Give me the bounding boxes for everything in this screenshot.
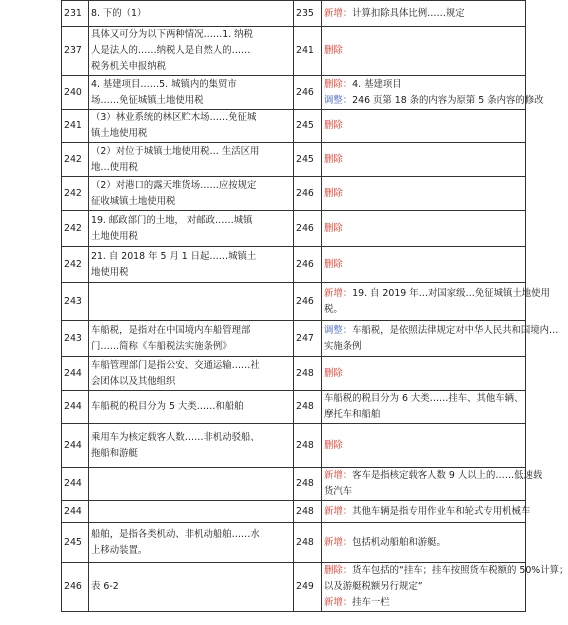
change-tag: 新增： — [324, 505, 353, 517]
change-tag: 删除 — [324, 120, 343, 131]
revised-text-line — [324, 43, 523, 59]
revised-text — [322, 283, 550, 321]
revised-text-line — [324, 118, 523, 134]
revised-text-line: 删除：货车包括的“挂车；挂车按照货车税额的 50%计算； — [324, 565, 568, 576]
revised-text — [322, 76, 544, 110]
errata-table — [61, 0, 568, 612]
old-page-number: 243 — [62, 321, 89, 357]
change-tag: 删除： — [324, 565, 353, 576]
errata-table-body — [62, 1, 568, 612]
original-text — [89, 321, 294, 357]
old-page-number: 242 — [62, 247, 89, 283]
new-page-number: 246 — [294, 247, 322, 283]
revised-text — [322, 357, 526, 391]
original-text-line: 门……简称《车船税法实施条例》 — [91, 340, 232, 352]
change-tag: 删除 — [324, 45, 343, 56]
original-text-line: （2）对位于城镇土地使用税… 生活区用 — [91, 145, 260, 157]
original-text-line: 21. 自 2018 年 5 月 1 日起……城镇土 — [91, 250, 257, 262]
table-row — [62, 424, 526, 468]
table-row — [62, 211, 526, 247]
original-text-line: 征收城镇土地使用税 — [91, 195, 176, 207]
new-page-number: 246 — [294, 76, 322, 110]
original-text — [89, 391, 294, 424]
table-row — [62, 76, 526, 110]
revised-text — [322, 523, 526, 563]
original-text — [89, 424, 294, 468]
old-page-number: 244 — [62, 468, 89, 501]
revised-text — [322, 1, 526, 27]
new-page-number: 246 — [294, 211, 322, 247]
table-row — [62, 321, 526, 357]
table-row — [62, 468, 526, 501]
original-text — [89, 143, 294, 177]
new-page-number: 241 — [294, 27, 322, 76]
change-tag: 删除 — [324, 222, 343, 234]
revised-text — [322, 27, 526, 76]
revised-text-line — [324, 366, 523, 382]
original-text — [89, 1, 294, 27]
original-text-line: 拖船和游艇 — [91, 447, 138, 459]
new-page-number: 246 — [294, 177, 322, 211]
original-text — [89, 523, 294, 563]
original-text — [89, 357, 294, 391]
change-tag: 删除 — [324, 187, 343, 199]
old-page-number: 246 — [62, 563, 89, 612]
original-text — [89, 177, 294, 211]
original-text — [89, 563, 294, 612]
original-text — [89, 501, 294, 523]
revised-text-line — [324, 152, 523, 168]
original-text — [89, 468, 294, 501]
original-text-line: 人是法人的……纳税人是自然人的…… — [91, 45, 251, 56]
revised-text-line: 摩托车和船舶 — [324, 409, 381, 420]
change-tag: 删除： — [324, 78, 353, 90]
original-text — [89, 76, 294, 110]
new-page-number: 248 — [294, 391, 322, 424]
new-page-number: 248 — [294, 523, 322, 563]
table-row — [62, 563, 526, 612]
old-page-number: 244 — [62, 501, 89, 523]
revised-text-line: 新增：挂车一栏 — [324, 597, 390, 608]
old-page-number: 231 — [62, 1, 89, 27]
old-page-number: 240 — [62, 76, 89, 110]
old-page-number: 242 — [62, 143, 89, 177]
revised-text-line — [324, 221, 523, 237]
old-page-number: 237 — [62, 27, 89, 76]
table-row — [62, 501, 526, 523]
change-tag: 删除 — [324, 153, 343, 165]
original-text-line: （3）林业系统的林区贮木场……免征城 — [91, 112, 257, 123]
revised-text — [322, 247, 526, 283]
new-page-number: 245 — [294, 110, 322, 143]
revised-text-line: 调整：246 页第 18 条的内容为原第 5 条内容的修改 — [324, 94, 544, 106]
old-page-number: 244 — [62, 424, 89, 468]
revised-text-line: 货汽车 — [324, 486, 353, 497]
new-page-number: 247 — [294, 321, 322, 357]
original-text — [89, 247, 294, 283]
revised-text-line: 新增：计算扣除具体比例……规定 — [324, 7, 465, 19]
original-text-line: 具体又可分为以下两种情况……1. 纳税 — [91, 29, 253, 40]
table-row — [62, 110, 526, 143]
change-tag: 删除 — [324, 367, 343, 379]
original-text — [89, 110, 294, 143]
original-text-line: 镇土地使用税 — [91, 128, 148, 139]
old-page-number: 243 — [62, 283, 89, 321]
revised-text-line: 删除：4. 基建项目 — [324, 78, 402, 90]
original-text-line: 表 6-2 — [91, 581, 119, 592]
revised-text-line: 新增：客车是指核定载客人数 9 人以上的……低速载 — [324, 470, 543, 481]
old-page-number: 241 — [62, 110, 89, 143]
original-text-line: 上移动装置。 — [91, 544, 148, 556]
old-page-number: 242 — [62, 177, 89, 211]
revised-text-line: 新增：包括机动船舶和游艇。 — [324, 536, 446, 548]
original-text-line: 车船管理部门是指公安、交通运输……社 — [91, 359, 260, 371]
original-text — [89, 27, 294, 76]
original-text — [89, 283, 294, 321]
change-tag: 新增： — [324, 470, 353, 481]
change-tag: 调整： — [324, 94, 353, 106]
original-text-line: 船舶，是指各类机动、非机动船舶……水 — [91, 528, 260, 540]
new-page-number: 248 — [294, 501, 322, 523]
revised-text-line: 新增：其他车辆是指专用作业车和轮式专用机械车 — [324, 505, 531, 517]
table-row — [62, 247, 526, 283]
original-text-line: 地使用税 — [91, 266, 129, 278]
table-row — [62, 523, 526, 563]
revised-text-line: 以及游艇税额另行规定” — [324, 581, 423, 592]
old-page-number: 242 — [62, 211, 89, 247]
revised-text-line — [324, 186, 523, 202]
change-tag: 调整： — [324, 324, 353, 336]
new-page-number: 248 — [294, 357, 322, 391]
old-page-number: 244 — [62, 391, 89, 424]
revised-text — [322, 177, 526, 211]
table-row — [62, 27, 526, 76]
change-tag: 删除 — [324, 258, 343, 270]
change-tag: 新增： — [324, 7, 353, 19]
revised-text — [322, 501, 531, 523]
revised-text — [322, 110, 526, 143]
revised-text — [322, 424, 526, 468]
revised-text — [322, 391, 526, 424]
original-text-line: 地…使用税 — [91, 161, 138, 173]
change-tag: 新增： — [324, 597, 353, 608]
revised-text-line: 调整：车船税，是依照法律规定对中华人民共和国境内… — [324, 324, 559, 336]
new-page-number: 235 — [294, 1, 322, 27]
new-page-number: 245 — [294, 143, 322, 177]
table-row — [62, 391, 526, 424]
original-text-line: 8. 下的（1） — [91, 7, 147, 19]
revised-text-line — [324, 257, 523, 273]
original-text-line: 会团体以及其他组织 — [91, 375, 176, 387]
revised-text-line: 实施条例 — [324, 340, 362, 352]
change-tag: 新增： — [324, 287, 353, 299]
revised-text — [322, 143, 526, 177]
revised-text-line — [324, 438, 523, 454]
revised-text — [322, 321, 559, 357]
old-page-number: 245 — [62, 523, 89, 563]
original-text-line: 税务机关申报纳税 — [91, 61, 167, 72]
revised-text — [322, 563, 568, 612]
original-text-line: 乘用车为核定载客人数……非机动驳船、 — [91, 431, 260, 443]
original-text-line: 场……免征城镇土地使用税 — [91, 94, 204, 106]
revised-text-line: 车船税的税目分为 6 大类……挂车、其他车辆、 — [324, 393, 524, 404]
new-page-number: 246 — [294, 283, 322, 321]
revised-text — [322, 211, 526, 247]
table-row — [62, 143, 526, 177]
table-row — [62, 283, 526, 321]
original-text-line: （2）对港口的露天堆货场……应按规定 — [91, 179, 257, 191]
original-text-line: 19. 邮政部门的土地， 对邮政……城镇 — [91, 214, 253, 226]
table-row — [62, 1, 526, 27]
revised-text-line: 新增：19. 自 2019 年…对国家级…免征城镇土地使用 — [324, 287, 550, 299]
change-tag: 删除 — [324, 439, 343, 451]
revised-text-line: 税。 — [324, 303, 343, 315]
original-text — [89, 211, 294, 247]
new-page-number: 249 — [294, 563, 322, 612]
original-text-line: 车船税，是指对在中国境内车船管理部 — [91, 324, 251, 336]
original-text-line: 车船税的税目分为 5 大类……和船舶 — [91, 401, 244, 412]
table-row — [62, 357, 526, 391]
revised-text — [322, 468, 543, 501]
original-text-line: 土地使用税 — [91, 230, 138, 242]
new-page-number: 248 — [294, 468, 322, 501]
change-tag: 新增： — [324, 536, 353, 548]
original-text-line: 4. 基建项目……5. 城镇内的集贸市 — [91, 78, 237, 90]
table-row — [62, 177, 526, 211]
old-page-number: 244 — [62, 357, 89, 391]
new-page-number: 248 — [294, 424, 322, 468]
